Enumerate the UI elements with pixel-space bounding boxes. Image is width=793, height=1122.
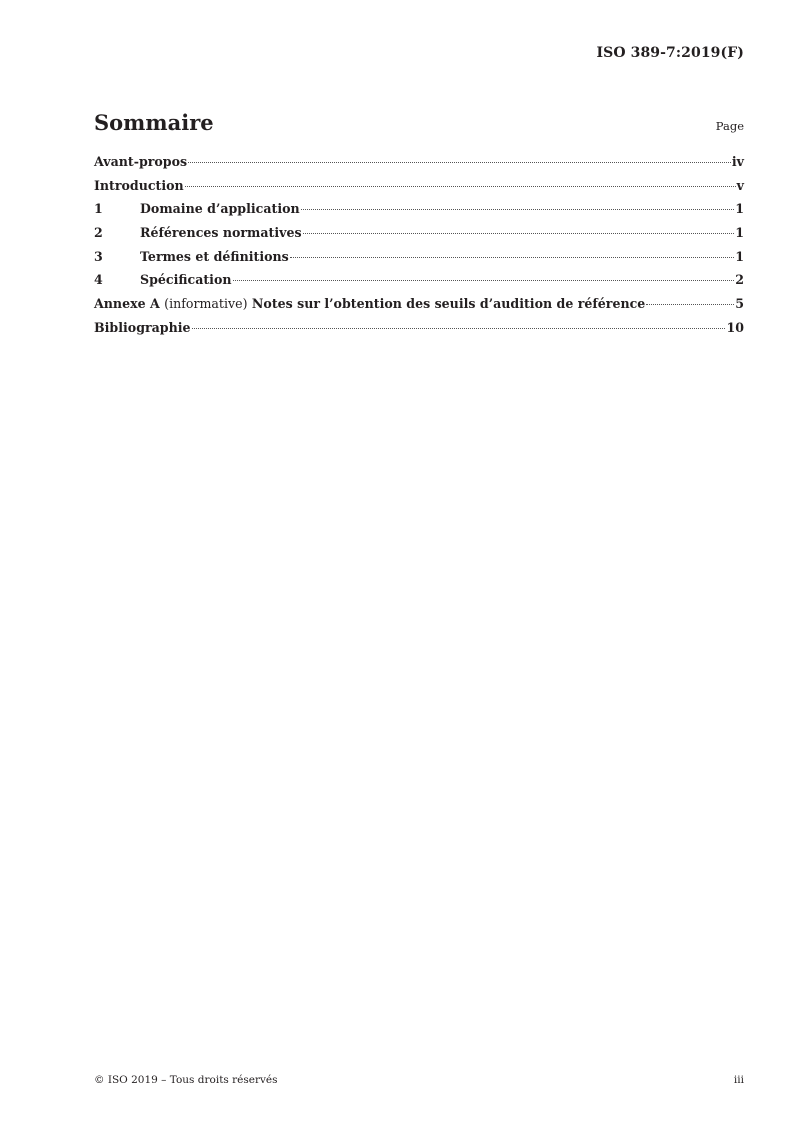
dot-leader bbox=[303, 233, 735, 234]
copyright-notice: © ISO 2019 – Tous droits réservés bbox=[94, 1074, 278, 1086]
toc-entry-label bbox=[94, 201, 300, 216]
page-column-label: Page bbox=[715, 119, 744, 133]
toc-entry-label bbox=[94, 225, 302, 240]
toc-entry-number: 2 bbox=[94, 225, 103, 241]
dot-leader bbox=[188, 162, 731, 163]
toc-entry-text: Références normatives bbox=[140, 225, 302, 241]
toc-entry-avant-propos[interactable] bbox=[94, 154, 744, 178]
toc-entry-page: 1 bbox=[735, 201, 744, 217]
toc-entry-label bbox=[94, 249, 289, 264]
dot-leader bbox=[290, 257, 734, 258]
dot-leader bbox=[301, 209, 735, 210]
toc-entry-page: 1 bbox=[735, 248, 744, 264]
document-id: ISO 389-7:2019(F) bbox=[596, 45, 744, 61]
toc-entry-number: 4 bbox=[94, 272, 103, 288]
toc-entry-references-normatives[interactable] bbox=[94, 225, 744, 249]
toc-entry-specification[interactable] bbox=[94, 272, 744, 296]
dot-leader bbox=[192, 328, 726, 329]
toc-entry-text: Avant-propos bbox=[94, 154, 188, 169]
toc-entry-label bbox=[94, 272, 232, 287]
toc-entry-qualifier: (informative) bbox=[164, 296, 248, 312]
dot-leader bbox=[233, 280, 735, 281]
page-footer bbox=[94, 1074, 744, 1086]
footer-page-number: iii bbox=[733, 1074, 744, 1086]
toc-entry-introduction[interactable] bbox=[94, 178, 744, 202]
toc-entry-termes-definitions[interactable] bbox=[94, 249, 744, 273]
toc-entry-text: Domaine d’application bbox=[140, 201, 300, 217]
toc-entry-label bbox=[94, 296, 645, 311]
toc-entry-annexe-a[interactable] bbox=[94, 296, 744, 320]
toc-title: Sommaire bbox=[94, 110, 214, 135]
toc-entry-domaine-application[interactable] bbox=[94, 201, 744, 225]
toc-entry-bibliographie[interactable] bbox=[94, 320, 744, 344]
toc-entry-text: Spécification bbox=[140, 272, 232, 288]
toc-list bbox=[94, 154, 744, 344]
toc-entry-page: 10 bbox=[726, 319, 744, 335]
toc-entry-text: Bibliographie bbox=[94, 319, 191, 335]
toc-entry-page: v bbox=[736, 177, 744, 193]
dot-leader bbox=[646, 304, 734, 305]
toc-entry-text: Termes et définitions bbox=[140, 248, 289, 264]
toc-header bbox=[94, 110, 744, 140]
toc-entry-number: 1 bbox=[94, 201, 103, 217]
toc-entry-prefix: Annexe A bbox=[94, 296, 160, 312]
toc-entry-page: iv bbox=[731, 154, 744, 169]
toc-entry-page: 1 bbox=[735, 225, 744, 241]
toc-entry-text: Notes sur l’obtention des seuils d’audition de référence bbox=[251, 296, 646, 312]
toc-entry-number: 3 bbox=[94, 248, 103, 264]
toc-entry-page: 2 bbox=[735, 272, 744, 288]
toc-entry-text: Introduction bbox=[94, 177, 184, 193]
toc-entry-page: 5 bbox=[735, 296, 744, 312]
dot-leader bbox=[185, 186, 736, 187]
